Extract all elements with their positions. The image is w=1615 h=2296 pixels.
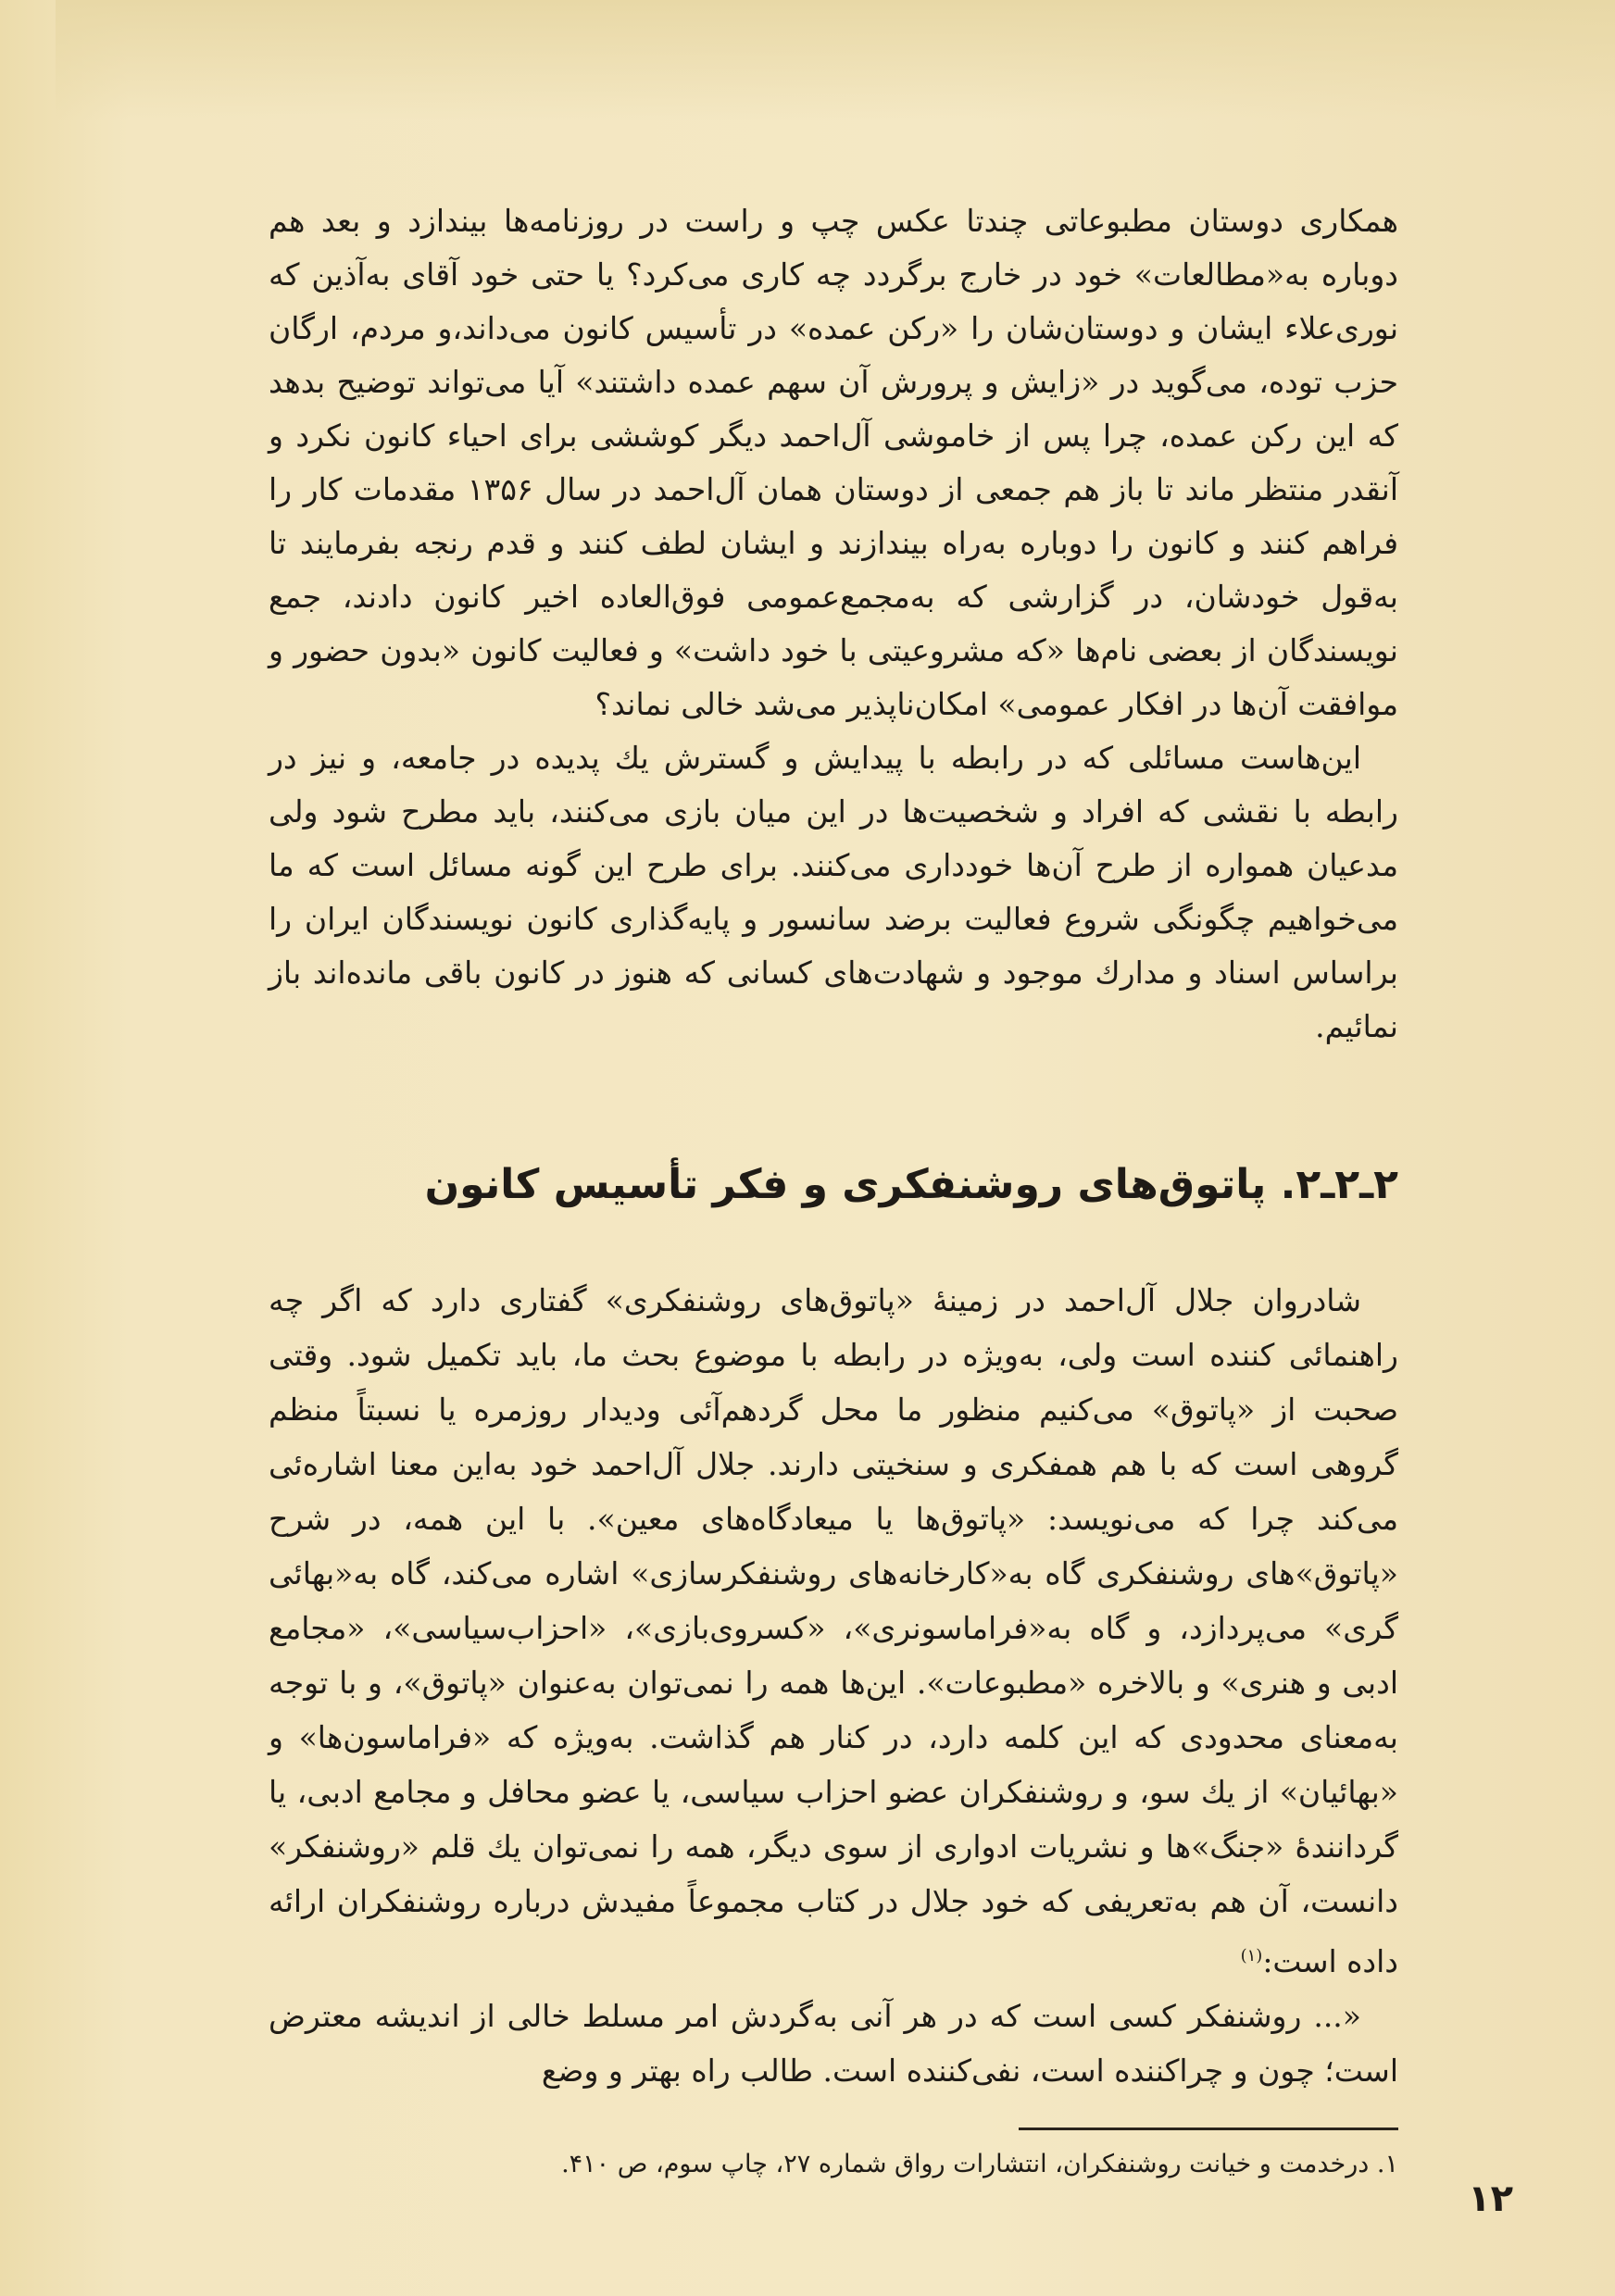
footnote: ۱. درخدمت و خیانت روشنفکران، انتشارات رواق شماره ۲۷، چاپ سوم، ص ۴۱۰. [561,2150,1398,2178]
page-number: ۱۲ [1468,2177,1513,2220]
section-heading: ۲ـ۲ـ۲. پاتوق‌های روشنفکری و فکر تأسیس کانون [424,1161,1398,1208]
section-paragraph-1 [269,1273,1398,1989]
section-text [269,1273,1398,2098]
body-text [269,194,1398,1054]
footnote-reference: (۱) [1240,1946,1263,1965]
section-paragraph-2-quote: «... روشنفکر کسی است که در هر آنی به‌گردش امر مسلط خالی از اندیشه معترض است؛ چون و چراکننده است، نفی‌کننده است. طالب راه بهتر و وضع [269,1998,1398,2089]
section-paragraph-1-text: شادروان جلال آل‌احمد در زمینهٔ «پاتوق‌های روشنفکری» گفتاری دارد که اگر چه راهنمائی کننده است ولی، به‌ویژه در رابطه با موضوع بحث ما، باید تکمیل شود. وقتی صحبت از «پاتوق» می‌کنیم منظور ما محل گردهم‌آئی ودیدار روزمره یا نسبتاً منظم گروهی است که با هم همفکری و سنخیتی دارند. جلال آل‌احمد خود به‌این معنا اشاره‌ئی می‌کند چرا که می‌نویسد: «پاتوق‌ها یا میعادگاه‌های معین». با این همه، در شرح «پاتوق»های روشنفکری گاه به«کارخانه‌های روشنفکرسازی» اشاره می‌کند، گاه به«بهائی گری» می‌پردازد، و گاه به«فراماسونری»، «کسروی‌بازی»، «احزاب‌سیاسی»، «مجامع ادبی و هنری» و بالاخره «مطبوعات». این‌ها همه را نمی‌توان به‌عنوان «پاتوق»، و با توجه به‌معنای محدودی که این کلمه دارد، در کنار هم گذاشت. به‌ویژه که «فراماسون‌ها» و «بهائیان» از یك سو، و روشنفکران عضو احزاب سیاسی، یا عضو محافل و مجامع ادبی، یا گردانندهٔ «جنگ»ها و نشریات ادواری از سوی دیگر، همه را نمی‌توان یك قلم «روشنفکر» دانست، آن هم به‌تعریفی که خود جلال در کتاب مجموعاً مفیدش درباره روشنفکران ارائه داده است: [269,1282,1398,1979]
body-paragraph-1: همکاری دوستان مطبوعاتی چندتا عکس چپ و راست در روزنامه‌ها بیندازد و بعد هم دوباره به«مطالعات» خود در خارج برگردد چه کاری می‌کرد؟ یا حتی خود آقای به‌آذین که نوری‌علاء ایشان و دوستان‌شان را «رکن عمده» در تأسیس کانون می‌داند،و مردم، ارگان حزب توده، می‌گوید در «زایش و پرورش آن سهم عمده داشتند» آیا می‌تواند توضیح بدهد که این رکن عمده، چرا پس از خاموشی آل‌احمد دیگر کوششی برای احیاء کانون نکرد و آنقدر منتظر ماند تا باز هم جمعی از دوستان همان آل‌احمد در سال ۱۳۵۶ مقدمات کار را فراهم کنند و کانون را دوباره به‌راه بیندازند و ایشان لطف کنند و قدم رنجه بفرمایند تا به‌قول خودشان، در گزارشی که به‌مجمع‌عمومی فوق‌العاده اخیر کانون دادند، جمع نویسندگان از بعضی نام‌ها «که مشروعیتی با خود داشت» و فعالیت کانون «بدون حضور و موافقت آن‌ها در افکار عمومی» امکان‌ناپذیر می‌شد خالی نماند؟ [269,203,1399,722]
footnote-divider [1019,2128,1398,2130]
paper-top-edge [56,0,1615,120]
body-paragraph-2: این‌هاست مسائلی که در رابطه با پیدایش و گسترش یك پدیده در جامعه، و نیز در رابطه با نقشی که افراد و شخصیت‌ها در این میان بازی می‌کنند، باید مطرح شود ولی مدعیان همواره از طرح آن‌ها خودداری می‌کنند. برای طرح این گونه مسائل است که ما می‌خواهیم چگونگی شروع فعالیت برضد سانسور و پایه‌گذاری کانون نویسندگان ایران را براساس اسناد و مدارك موجود و شهادت‌های کسانی که هنوز در کانون باقی مانده‌اند باز نمائیم. [269,740,1398,1044]
